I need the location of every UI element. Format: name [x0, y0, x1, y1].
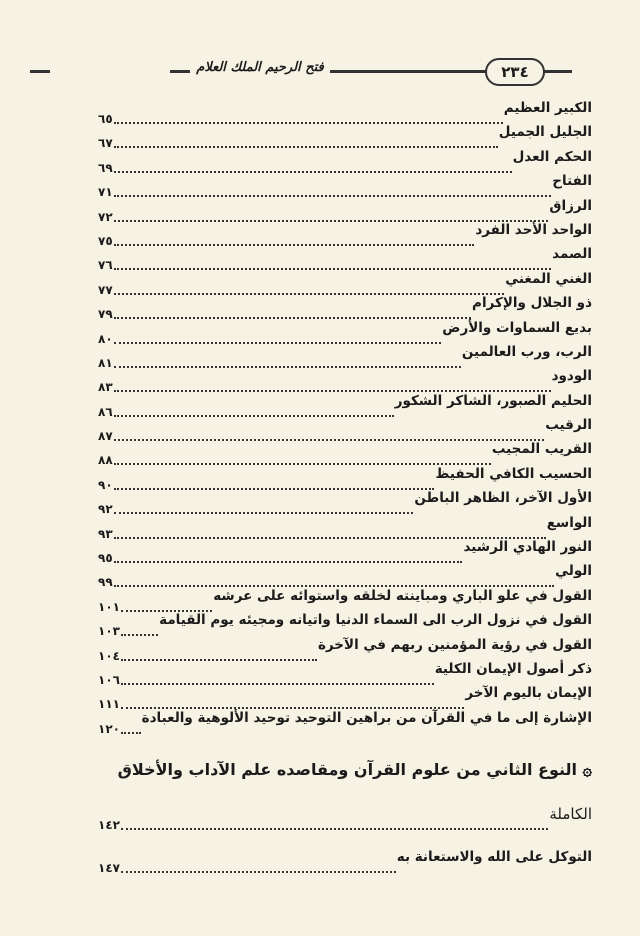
- toc-entry[interactable]: [98, 439, 592, 468]
- toc-entry[interactable]: [98, 220, 592, 248]
- toc-entry[interactable]: [98, 635, 592, 663]
- table-of-contents: [98, 98, 592, 736]
- dot-leader: [114, 244, 551, 270]
- entry-page: ٩٣: [98, 526, 113, 541]
- dot-leader: [114, 318, 442, 344]
- toc-entry[interactable]: [98, 586, 592, 614]
- entry-title: الفتاح: [552, 173, 592, 190]
- toc-entry[interactable]: [98, 513, 592, 541]
- page-number: ٢٣٤: [485, 58, 545, 86]
- toc-entry[interactable]: [98, 488, 592, 517]
- entry-title: بديع السماوات والأرض: [442, 319, 592, 336]
- dot-leader: [114, 122, 498, 148]
- toc-entry[interactable]: [98, 659, 592, 687]
- entry-title: الكاملة: [549, 805, 592, 823]
- entry-title: القول في نزول الرب الى السماء الدنيا واتيانه ومجيئه يوم القيامة: [159, 612, 592, 629]
- entry-title: الأول الآخر، الظاهر الباطن: [414, 490, 592, 507]
- entry-page: ١٠١: [98, 599, 120, 614]
- entry-title: الحسيب الكافي الحفيظ: [435, 465, 592, 482]
- entry-page: ١٠٤: [98, 648, 120, 663]
- entry-title: الرقيب: [545, 417, 592, 434]
- entry-page: ٧١: [98, 185, 113, 200]
- entry-page: ٧٦: [98, 258, 113, 273]
- dot-leader: [114, 171, 552, 197]
- running-header: [30, 58, 610, 84]
- dot-leader: [114, 415, 545, 441]
- entry-title: القول في علو الباري ومباينته لخلقه واستوائه على عرشه: [213, 587, 592, 604]
- section-heading: [98, 760, 592, 779]
- dot-leader: [114, 220, 475, 246]
- toc-entry[interactable]: [98, 847, 592, 875]
- toc-entry[interactable]: [98, 122, 592, 151]
- toc-entry[interactable]: [98, 708, 592, 736]
- entry-page: ٩٩: [98, 575, 113, 590]
- dot-leader: [114, 269, 505, 295]
- toc-entry[interactable]: [98, 318, 592, 346]
- entry-page: ٨٨: [98, 453, 113, 468]
- dot-leader: [121, 610, 158, 636]
- entry-page: ١٤٢: [98, 818, 120, 832]
- toc-entry[interactable]: [98, 610, 592, 639]
- dot-leader: [114, 196, 549, 222]
- dot-leader: [121, 586, 212, 612]
- entry-title: الإشارة إلى ما في القرآن من براهين التوحيد توحيد الألوهية والعبادة: [141, 709, 592, 726]
- dot-leader: [114, 98, 503, 124]
- entry-title: ذكر أصول الإيمان الكلية: [434, 660, 592, 677]
- section-heading-text: النوع الثاني من علوم القرآن ومقاصده علم الآداب والأخلاق: [117, 760, 578, 779]
- entry-page: ٦٩: [98, 160, 113, 175]
- toc-entry[interactable]: [98, 269, 592, 297]
- entry-title: التوكل على الله والاستعانة به: [396, 849, 592, 865]
- entry-page: ٦٧: [98, 136, 113, 151]
- running-title: فتح الرحيم الملك العلام: [190, 60, 330, 75]
- entry-page: ١١١: [98, 697, 120, 712]
- dot-leader: [114, 488, 414, 514]
- dot-leader: [114, 439, 491, 465]
- entry-page: ٨٣: [98, 380, 113, 395]
- toc-entry[interactable]: [98, 244, 592, 273]
- toc-entry[interactable]: [98, 171, 592, 200]
- entry-page: ٩٢: [98, 502, 113, 517]
- entry-title: ذو الجلال والإكرام: [472, 295, 592, 312]
- ornament-icon: ۞: [582, 760, 592, 779]
- entry-page: ٩٥: [98, 551, 113, 566]
- dot-leader: [121, 635, 317, 661]
- toc-entry[interactable]: [98, 196, 592, 224]
- entry-page: ١٠٣: [98, 624, 120, 639]
- toc-entry[interactable]: [98, 537, 592, 566]
- toc-entry[interactable]: [98, 391, 592, 419]
- toc-entry[interactable]: [98, 342, 592, 370]
- entry-page: ٨٧: [98, 429, 113, 444]
- entry-title: الرب، ورب العالمين: [461, 343, 592, 360]
- entry-page: ٧٧: [98, 282, 113, 297]
- entry-page: ٧٥: [98, 233, 113, 248]
- dot-leader: [114, 293, 471, 319]
- toc-entry[interactable]: [98, 561, 592, 590]
- dot-leader: [114, 561, 554, 587]
- entry-page: ١٤٧: [98, 861, 120, 875]
- dot-leader: [114, 464, 435, 490]
- entry-page: ١٢٠: [98, 721, 120, 736]
- entry-title: الكبير العظيم: [503, 100, 592, 116]
- toc-entry[interactable]: [98, 415, 592, 444]
- entry-page: ٦٥: [98, 112, 113, 126]
- entry-title: الواحد الأحد الفرد: [475, 221, 592, 238]
- header-rule: [30, 70, 50, 73]
- entry-page: ٧٩: [98, 307, 113, 322]
- entry-title: الحكم العدل: [512, 148, 592, 165]
- toc-entry[interactable]: [98, 98, 592, 126]
- entry-page: ١٠٦: [98, 672, 120, 687]
- entry-title: النور الهادي الرشيد: [463, 539, 592, 556]
- entry-title: الإيمان باليوم الآخر: [465, 685, 592, 702]
- toc-entry[interactable]: [98, 804, 592, 832]
- entry-page: ٨٠: [98, 331, 113, 346]
- toc-entry[interactable]: [98, 366, 592, 395]
- dot-leader: [114, 366, 551, 392]
- toc-entry[interactable]: [98, 293, 592, 322]
- dot-leader: [114, 147, 512, 173]
- dot-leader: [114, 513, 546, 539]
- dot-leader: [114, 537, 463, 563]
- entry-title: الجليل الجميل: [498, 124, 592, 141]
- header-rule: [542, 70, 572, 73]
- entry-title: الولي: [555, 563, 592, 580]
- entry-title: الصمد: [552, 246, 592, 263]
- entry-title: الودود: [551, 368, 592, 385]
- dot-leader: [114, 391, 394, 417]
- entry-title: الغني المغني: [505, 270, 592, 287]
- entry-title: الرزاق: [549, 197, 592, 214]
- dot-leader: [121, 804, 548, 830]
- dot-leader: [121, 683, 464, 709]
- entry-title: القول في رؤية المؤمنين ربهم في الآخرة: [317, 636, 592, 653]
- entry-page: ٨١: [98, 355, 113, 370]
- dot-leader: [121, 708, 141, 734]
- toc-entry[interactable]: [98, 147, 592, 175]
- entry-title: الحليم الصبور، الشاكر الشكور: [394, 392, 592, 409]
- entry-page: ٧٢: [98, 209, 113, 224]
- dot-leader: [114, 342, 461, 368]
- entry-title: القريب المجيب: [491, 441, 592, 458]
- dot-leader: [121, 659, 434, 685]
- toc-entry[interactable]: [98, 464, 592, 492]
- entry-page: ٩٠: [98, 477, 113, 492]
- entry-title: الواسع: [546, 514, 592, 531]
- entry-page: ٨٦: [98, 404, 113, 419]
- dot-leader: [121, 847, 396, 873]
- toc-entry[interactable]: [98, 683, 592, 712]
